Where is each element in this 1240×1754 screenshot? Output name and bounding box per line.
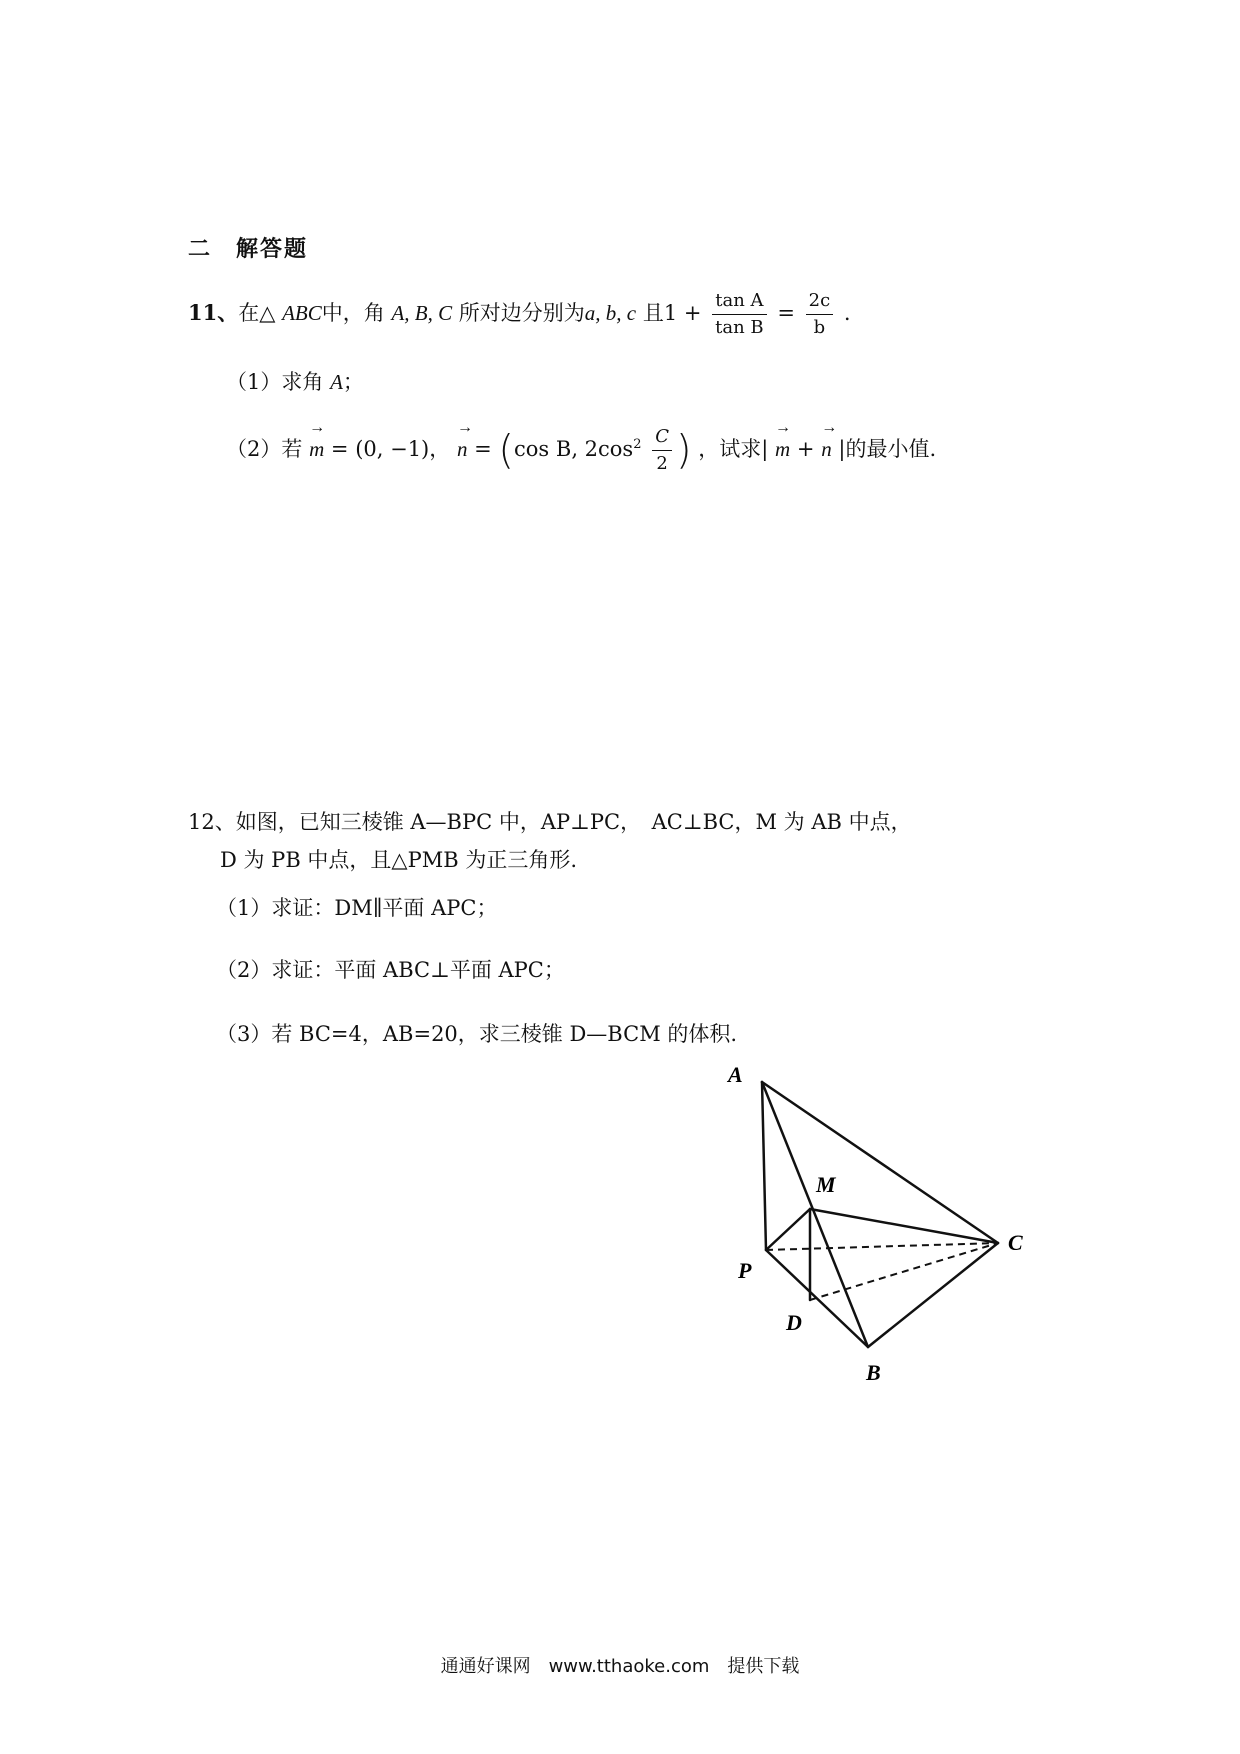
question-11-part-2: （2）若 → m = (0, −1)， → n = (cos B, $2\cos^2$ $\frac{C}{2}$ ) ，试求| → m + → n |的最小值. [226, 424, 936, 477]
question-12-line-2: D 为 PB 中点，且△PMB 为正三角形. [220, 848, 577, 872]
edge-AC [762, 1082, 998, 1243]
label-P: P [738, 1258, 752, 1283]
label-A: A [728, 1062, 743, 1087]
question-11-statement: 11、在△ ABC中，角 A, B, C 所对边分别为a, b, c 且1 + $\frac{\text{tan A}}{\text{tan B}}$ = $\frac{2c}{b}$ . [188, 288, 851, 341]
vector-m: → m [309, 437, 324, 462]
edge-PB [766, 1250, 868, 1347]
fraction-c-over-2: $\frac{C}{2}$ [652, 424, 672, 477]
edge-PM [766, 1209, 810, 1250]
section-title: 二 解答题 [188, 236, 309, 262]
edge-AP [762, 1082, 766, 1250]
question-number: 11、 [188, 300, 239, 325]
label-M: M [816, 1172, 836, 1197]
edge-MC [810, 1209, 998, 1243]
question-12-part-1: （1）求证：DM∥平面 APC； [216, 896, 498, 920]
label-C: C [1008, 1230, 1023, 1255]
question-12-part-3: （3）若 BC=4，AB=20，求三棱锥 D—BCM 的体积. [216, 1022, 738, 1046]
vector-n: → n [457, 437, 468, 462]
fraction-tan: $\frac{\text{tan A}}{\text{tan B}}$ [712, 288, 767, 341]
edge-PC-hidden [766, 1243, 998, 1250]
footer-text: 通通好课网 www.tthaoke.com 提供下载 [440, 1656, 800, 1677]
question-11-part-1: （1）求角 A； [226, 370, 364, 394]
question-12-part-2: （2）求证：平面 ABC⊥平面 APC； [216, 958, 565, 982]
label-D: D [786, 1310, 802, 1335]
fraction-2c-over-b: $\frac{2c}{b}$ [806, 288, 834, 341]
pyramid-diagram [720, 1060, 1050, 1400]
label-B: B [866, 1360, 881, 1385]
question-12-line-1: 12、如图，已知三棱锥 A—BPC 中，AP⊥PC， AC⊥BC，M 为 AB 中点， [188, 810, 912, 834]
edge-BC [868, 1243, 998, 1347]
edge-AB [762, 1082, 868, 1347]
